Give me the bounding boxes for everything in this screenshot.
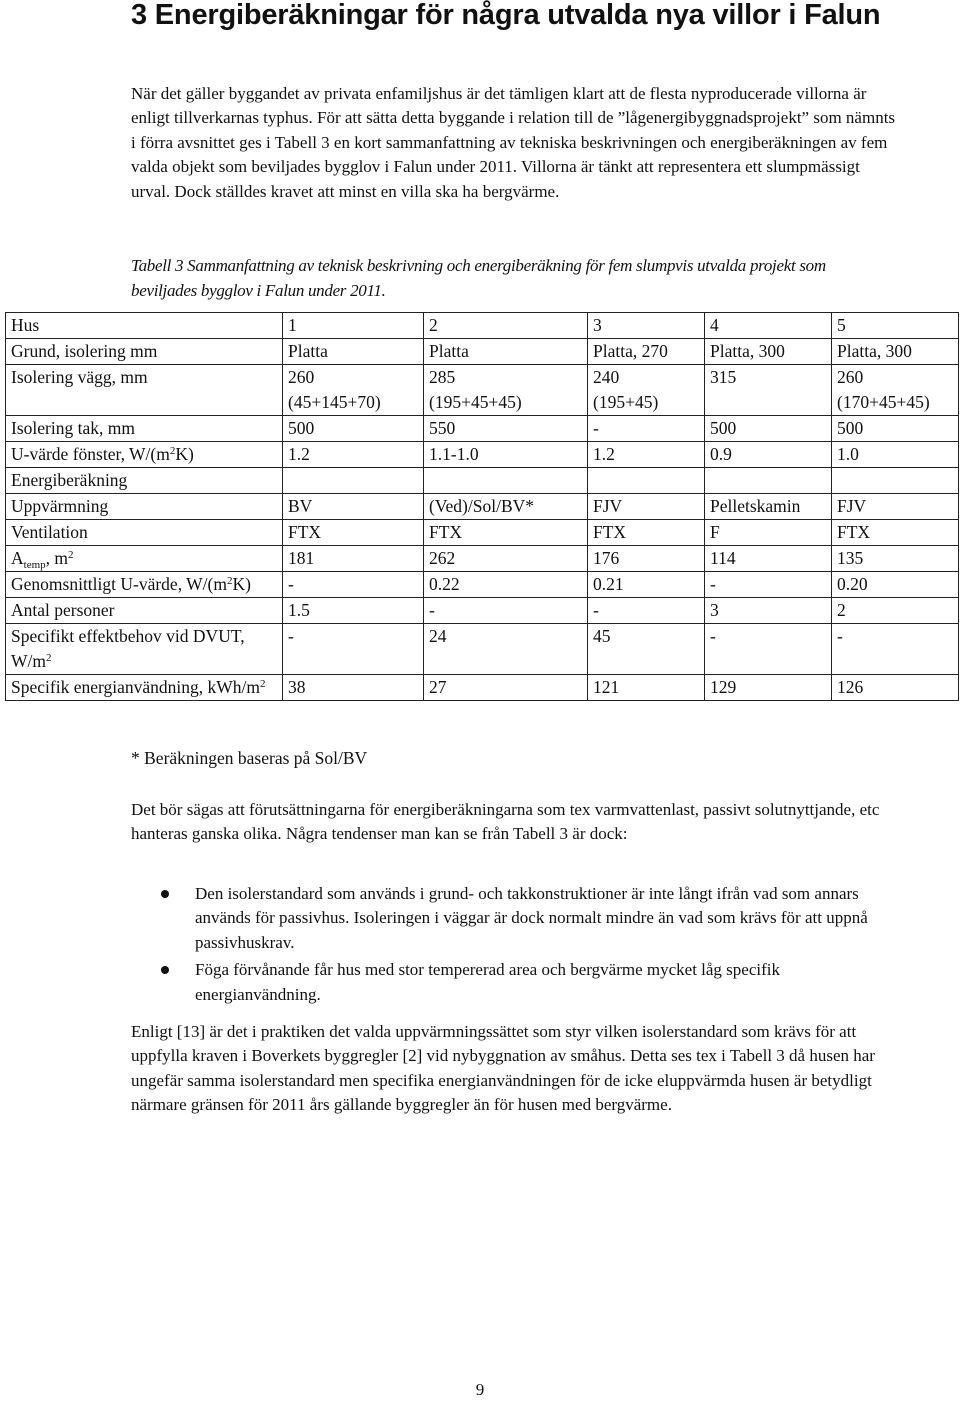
- table-cell: FTX: [424, 520, 588, 546]
- table-cell: 260 (170+45+45): [832, 365, 959, 416]
- table-cell: 1.1-1.0: [424, 442, 588, 468]
- table-cell: [832, 468, 959, 494]
- table-cell: 500: [705, 416, 832, 442]
- table-cell: 4: [705, 313, 832, 339]
- table-cell: -: [283, 572, 424, 598]
- list-item-text: Föga förvånande får hus med stor tempererad area och bergvärme mycket låg specifik energianvändning.: [195, 960, 780, 1004]
- table-row: [6, 520, 959, 546]
- table-cell: 1.5: [283, 598, 424, 624]
- row-label: Isolering tak, mm: [6, 416, 283, 442]
- row-label: Grund, isolering mm: [6, 339, 283, 365]
- table-cell: 129: [705, 675, 832, 701]
- summary-table: [5, 312, 959, 701]
- table-cell: Platta, 300: [705, 339, 832, 365]
- table-row: [6, 339, 959, 365]
- table-cell: (Ved)/Sol/BV*: [424, 494, 588, 520]
- table-cell: Platta, 300: [832, 339, 959, 365]
- table-cell: FJV: [588, 494, 705, 520]
- table-row: [6, 442, 959, 468]
- table-cell: 24: [424, 624, 588, 675]
- table-cell: FJV: [832, 494, 959, 520]
- table-cell: -: [705, 572, 832, 598]
- table-cell: -: [283, 624, 424, 675]
- table-row: [6, 598, 959, 624]
- table-cell: 0.20: [832, 572, 959, 598]
- table-cell: -: [705, 624, 832, 675]
- section-heading: 3 Energiberäkningar för några utvalda nya villor i Falun: [131, 0, 881, 31]
- table-cell: 1.2: [588, 442, 705, 468]
- intro-paragraph: När det gäller byggandet av privata enfamiljshus är det tämligen klart att de flesta nyproducerade villorna är enligt tillverkarnas typhus. För att sätta detta byggande i relation till de ”lågenergibyggnadsprojekt” som nämnts i förra avsnittet ges i Tabell 3 en kort sammanfattning av tekniska beskrivningen och energiberäkningen av fem valda objekt som beviljades bygglov i Falun under 2011. Villorna är tänkt att representera ett slumpmässigt urval. Dock ställdes kravet att minst en villa ska ha bergvärme.: [131, 84, 896, 201]
- paragraph-tendencies: Det bör sägas att förutsättningarna för energiberäkningarna som tex varmvattenlast, passivt solutnyttjande, etc hanteras ganska olika. Några tendenser man kan se från Tabell 3 är dock:: [131, 800, 880, 844]
- table-cell: 0.21: [588, 572, 705, 598]
- table-cell: 121: [588, 675, 705, 701]
- table-row: [6, 468, 959, 494]
- table-cell: 262: [424, 546, 588, 572]
- table-footnote: * Beräkningen baseras på Sol/BV: [131, 748, 368, 768]
- table-cell: 2: [424, 313, 588, 339]
- table-row: [6, 572, 959, 598]
- table-cell: 1.2: [283, 442, 424, 468]
- table-cell: 5: [832, 313, 959, 339]
- table-cell: [705, 468, 832, 494]
- table-cell: Platta: [283, 339, 424, 365]
- table-cell: -: [588, 598, 705, 624]
- table-cell: 114: [705, 546, 832, 572]
- row-label: U-värde fönster, $W/(m^2K)$: [6, 442, 283, 468]
- row-label: $A_{temp}$, $m^2$: [6, 546, 283, 572]
- table-cell: FTX: [588, 520, 705, 546]
- bullet-icon: [161, 890, 169, 898]
- table-cell: 500: [283, 416, 424, 442]
- table-cell: F: [705, 520, 832, 546]
- table-row: [6, 546, 959, 572]
- table-cell: 126: [832, 675, 959, 701]
- table-cell: 240 (195+45): [588, 365, 705, 416]
- table-cell: 315: [705, 365, 832, 416]
- table-row: [6, 624, 959, 675]
- list-item-text: Den isolerstandard som används i grund- och takkonstruktioner är inte långt ifrån vad som annars används för passivhus. Isoleringen i väggar är dock normalt mindre än vad som krävs för att uppnå passivhuskrav.: [195, 884, 868, 952]
- row-label: Antal personer: [6, 598, 283, 624]
- table-cell: 0.22: [424, 572, 588, 598]
- table-cell: 0.9: [705, 442, 832, 468]
- table-row: [6, 494, 959, 520]
- table-cell: 260 (45+145+70): [283, 365, 424, 416]
- list-item: [131, 882, 901, 955]
- bullet-icon: [161, 966, 169, 974]
- row-label: Specifik energianvändning, kWh/$m^2$: [6, 675, 283, 701]
- table-cell: Platta, 270: [588, 339, 705, 365]
- table-row: [6, 675, 959, 701]
- table-body: [6, 313, 959, 701]
- row-label: Uppvärmning: [6, 494, 283, 520]
- table-cell: 135: [832, 546, 959, 572]
- table-cell: 3: [588, 313, 705, 339]
- table-cell: 27: [424, 675, 588, 701]
- paragraph-conclusion: Enligt [13] är det i praktiken det valda uppvärmningssättet som styr vilken isolerstandard som krävs för att uppfylla kraven i Boverkets byggregler [2] vid nybyggnation av småhus. Detta ses tex i Tabell 3 då husen har ungefär samma isolerstandard men specifika energianvändningen för de icke eluppvärmda husen är betydligt närmare gränsen för 2011 års gällande byggregler än för husen med bergvärme.: [131, 1022, 875, 1115]
- table-cell: 181: [283, 546, 424, 572]
- table-cell: FTX: [283, 520, 424, 546]
- table-cell: 1.0: [832, 442, 959, 468]
- table-row: [6, 365, 959, 416]
- table-cell: Pelletskamin: [705, 494, 832, 520]
- table-cell: 550: [424, 416, 588, 442]
- table-row: [6, 313, 959, 339]
- table-cell: -: [832, 624, 959, 675]
- bullet-list: [131, 882, 901, 1010]
- table-cell: 2: [832, 598, 959, 624]
- table-cell: [588, 468, 705, 494]
- row-label: Energiberäkning: [6, 468, 283, 494]
- table-cell: 45: [588, 624, 705, 675]
- table-row: [6, 416, 959, 442]
- table-cell: BV: [283, 494, 424, 520]
- table-cell: -: [424, 598, 588, 624]
- table-cell: FTX: [832, 520, 959, 546]
- row-label: Specifikt effektbehov vid DVUT, $W/m^2$: [6, 624, 283, 675]
- table-cell: 1: [283, 313, 424, 339]
- row-label: Genomsnittligt U-värde, $W/(m^2K)$: [6, 572, 283, 598]
- table-cell: 285 (195+45+45): [424, 365, 588, 416]
- table-cell: -: [588, 416, 705, 442]
- page-number: 9: [475, 1380, 485, 1399]
- row-label: Hus: [6, 313, 283, 339]
- table-cell: Platta: [424, 339, 588, 365]
- list-item: [131, 958, 901, 1007]
- table-cell: [424, 468, 588, 494]
- table-caption: Tabell 3 Sammanfattning av teknisk beskrivning och energiberäkning för fem slumpvis utvalda projekt som beviljades bygglov i Falun under 2011.: [131, 256, 826, 300]
- table-cell: 3: [705, 598, 832, 624]
- table-cell: 38: [283, 675, 424, 701]
- table-cell: 500: [832, 416, 959, 442]
- table-cell: 176: [588, 546, 705, 572]
- row-label: Isolering vägg, mm: [6, 365, 283, 416]
- table-cell: [283, 468, 424, 494]
- row-label: Ventilation: [6, 520, 283, 546]
